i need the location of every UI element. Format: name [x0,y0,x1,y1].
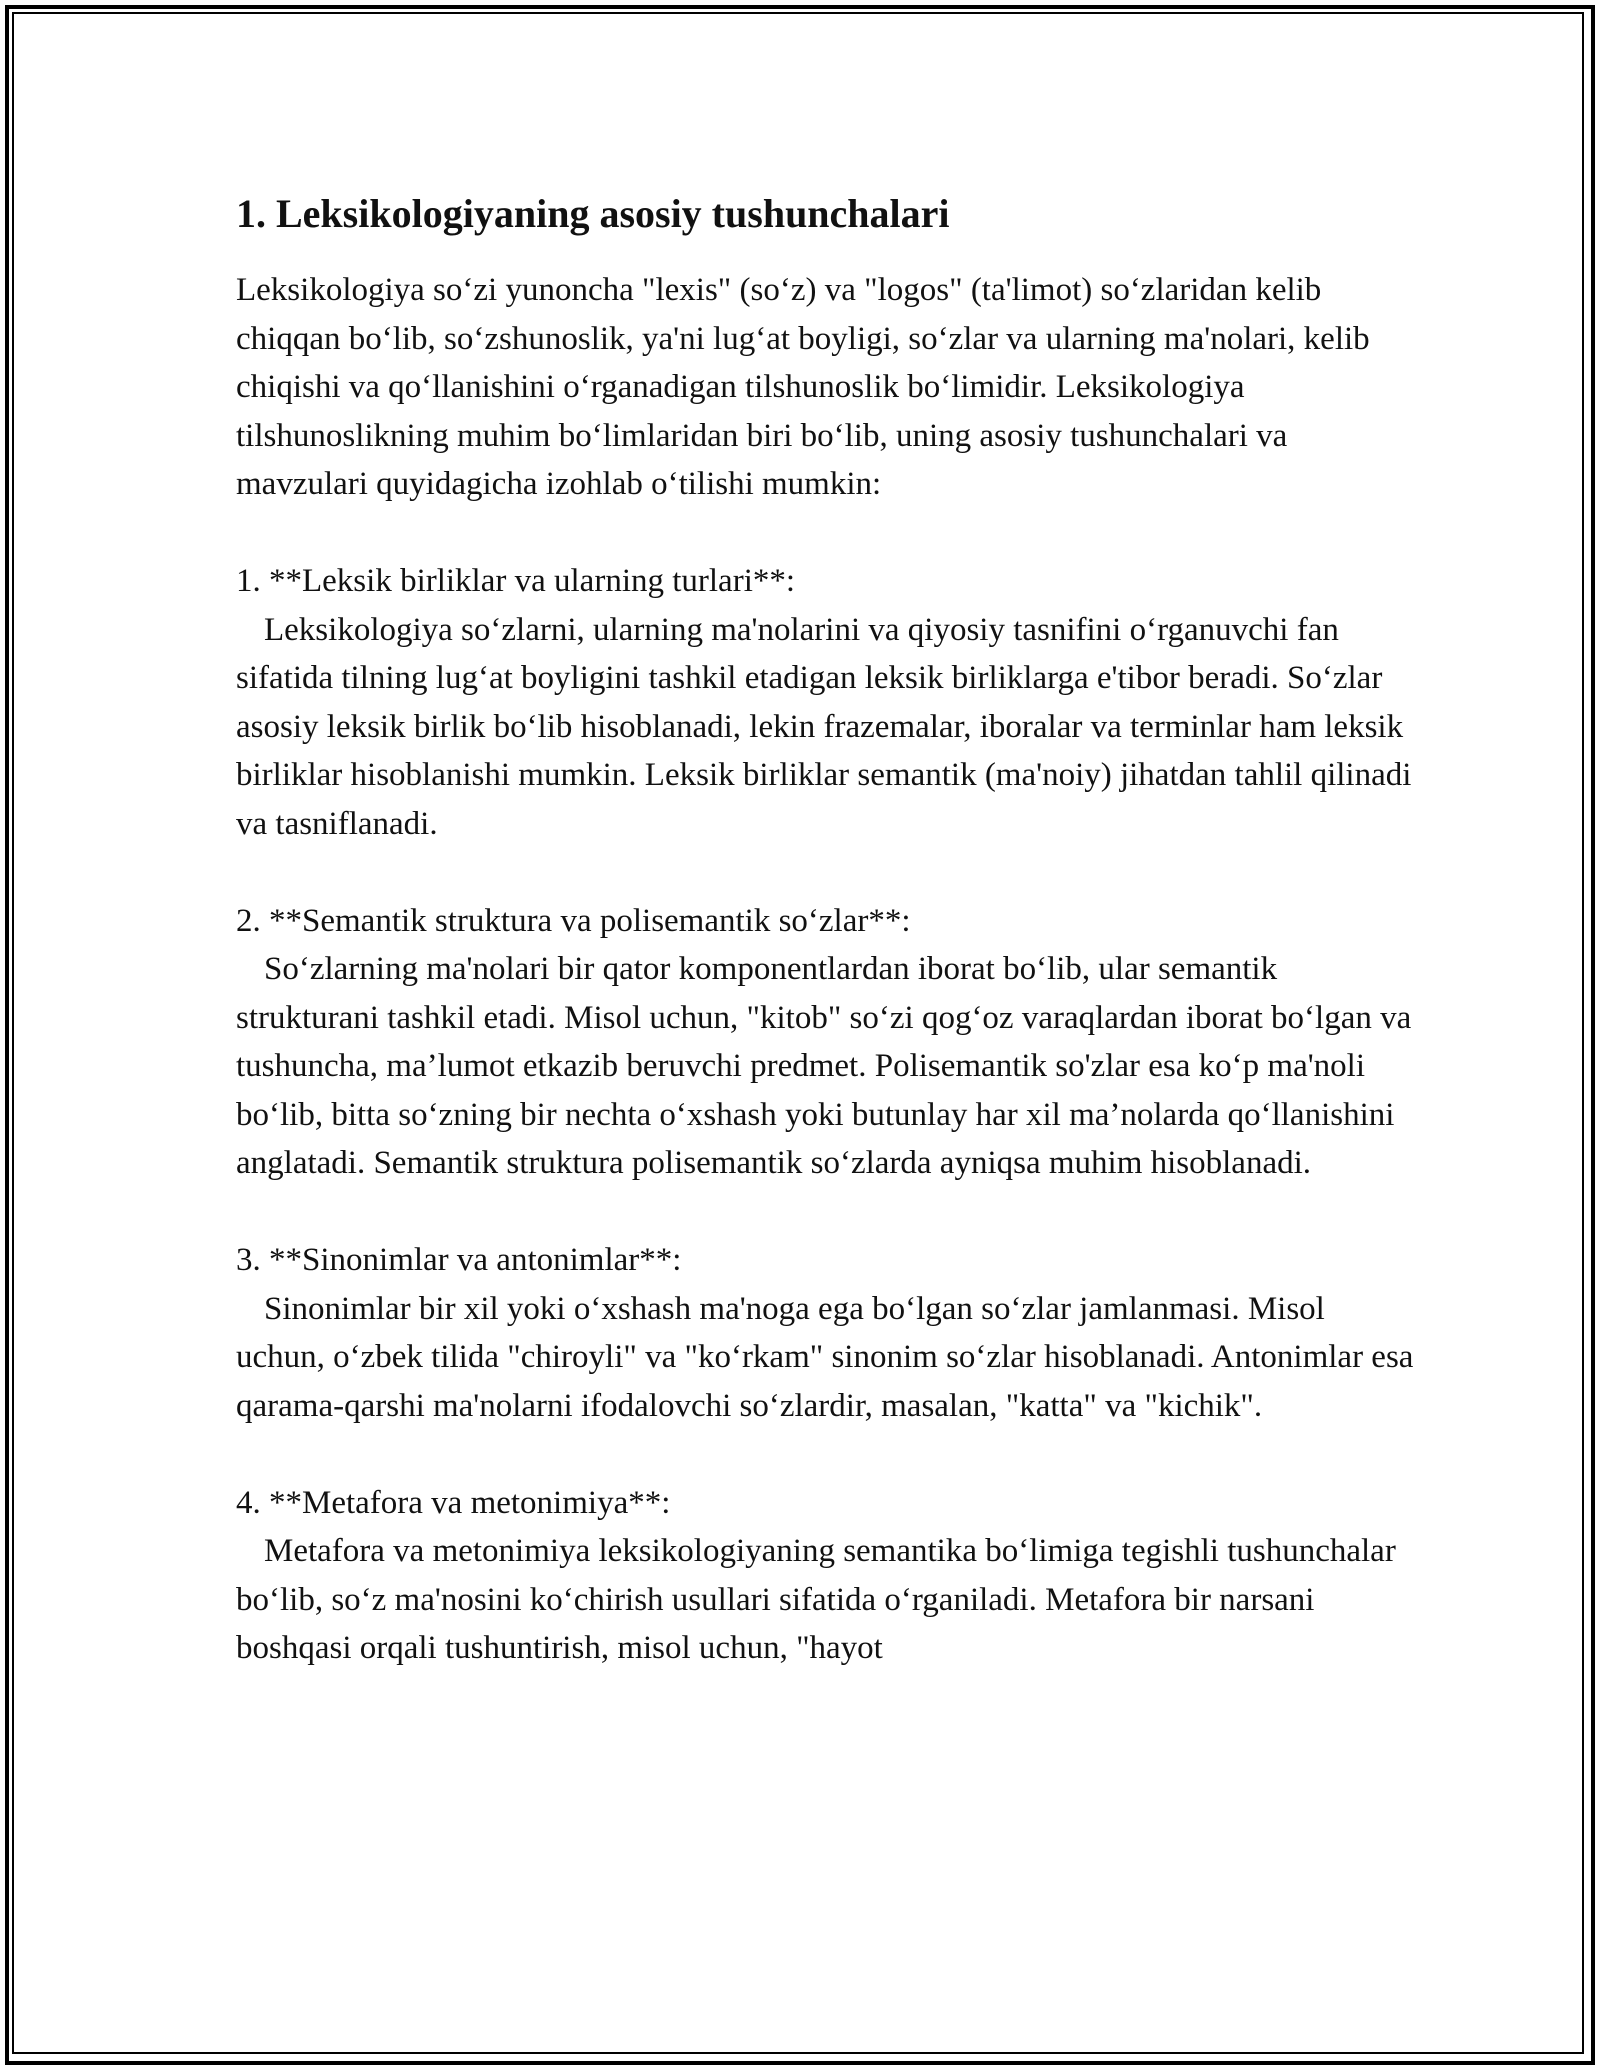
document-body [236,186,1422,1673]
intro-paragraph: Leksikologiya so‘zi yunoncha "lexis" (so‘z) va "logos" (ta'limot) so‘zlaridan kelib chiqqan bo‘lib, so‘zshunoslik, ya'ni lug‘at boyligi, so‘zlar va ularning ma'nolari, kelib chiqishi va qo‘llanishini o‘rganadigan tilshunoslik bo‘limidir. Leksikologiya tilshunoslikning muhim bo‘limlaridan biri bo‘lib, uning asosiy tushunchalari va mavzulari quyidagicha izohlab o‘tilishi mumkin: [236,272,1378,502]
section-text: Leksikologiya so‘zlarni, ularning ma'nolarini va qiyosiy tasnifini o‘rganuvchi fan sifatida tilning lug‘at boyligini tashkil etadigan leksik birliklarga e'tibor beradi. So‘zlar asosiy leksik birlik bo‘lib hisoblanadi, lekin frazemalar, iboralar va terminlar ham leksik birliklar hisoblanishi mumkin. Leksik birliklar semantik (ma'noiy) jihatdan tahlil qilinadi va tasniflanadi. [236,611,1420,842]
section-heading: 1. **Leksik birliklar va ularning turlari**: [236,563,796,599]
section-heading: 4. **Metafora va metonimiya**: [236,1484,671,1521]
section-synonyms-antonyms [236,1236,1422,1430]
section-text: So‘zlarning ma'nolari bir qator komponentlardan iborat bo‘lib, ular semantik strukturani tashkil etadi. Misol uchun, "kitob" so‘zi qog‘oz varaqlardan iborat bo‘lgan va tushuncha, ma’lumot etkazib beruvchi predmet. Polisemantik so'zlar esa ko‘p ma'noli bo‘lib, bitta so‘zning bir nechta o‘xshash yoki butunlay har xil ma’nolarda qo‘llanishini anglatadi. Semantik struktura polisemantik so‘zlarda ayniqsa muhim hisoblanadi. [236,951,1420,1181]
section-text: Metafora va metonimiya leksikologiyaning semantika bo‘limiga tegishli tushunchalar bo‘lib, so‘z ma'nosini ko‘chirish usullari sifatida o‘rganiladi. Metafora bir narsani boshqasi orqali tushuntirish, misol uchun, "hayot [236,1533,1405,1666]
section-lexical-units [236,557,1420,848]
section-heading: 3. **Sinonimlar va antonimlar**: [236,1242,682,1278]
section-metaphor-metonymy [236,1479,1416,1673]
section-semantic-structure [236,897,1420,1188]
section-heading: 2. **Semantik struktura va polisemantik so‘zlar**: [236,902,911,939]
page-title: 1. Leksikologiyaning asosiy tushunchalari [236,191,950,236]
section-text: Sinonimlar bir xil yoki o‘xshash ma'noga ega bo‘lgan so‘zlar jamlanmasi. Misol uchun, o‘zbek tilida "chiroyli" va "ko‘rkam" sinonim so‘zlar hisoblanadi. Antonimlar esa qarama-qarshi ma'nolarni ifodalovchi so‘zlardir, masalan, "katta" va "kichik". [236,1290,1422,1424]
